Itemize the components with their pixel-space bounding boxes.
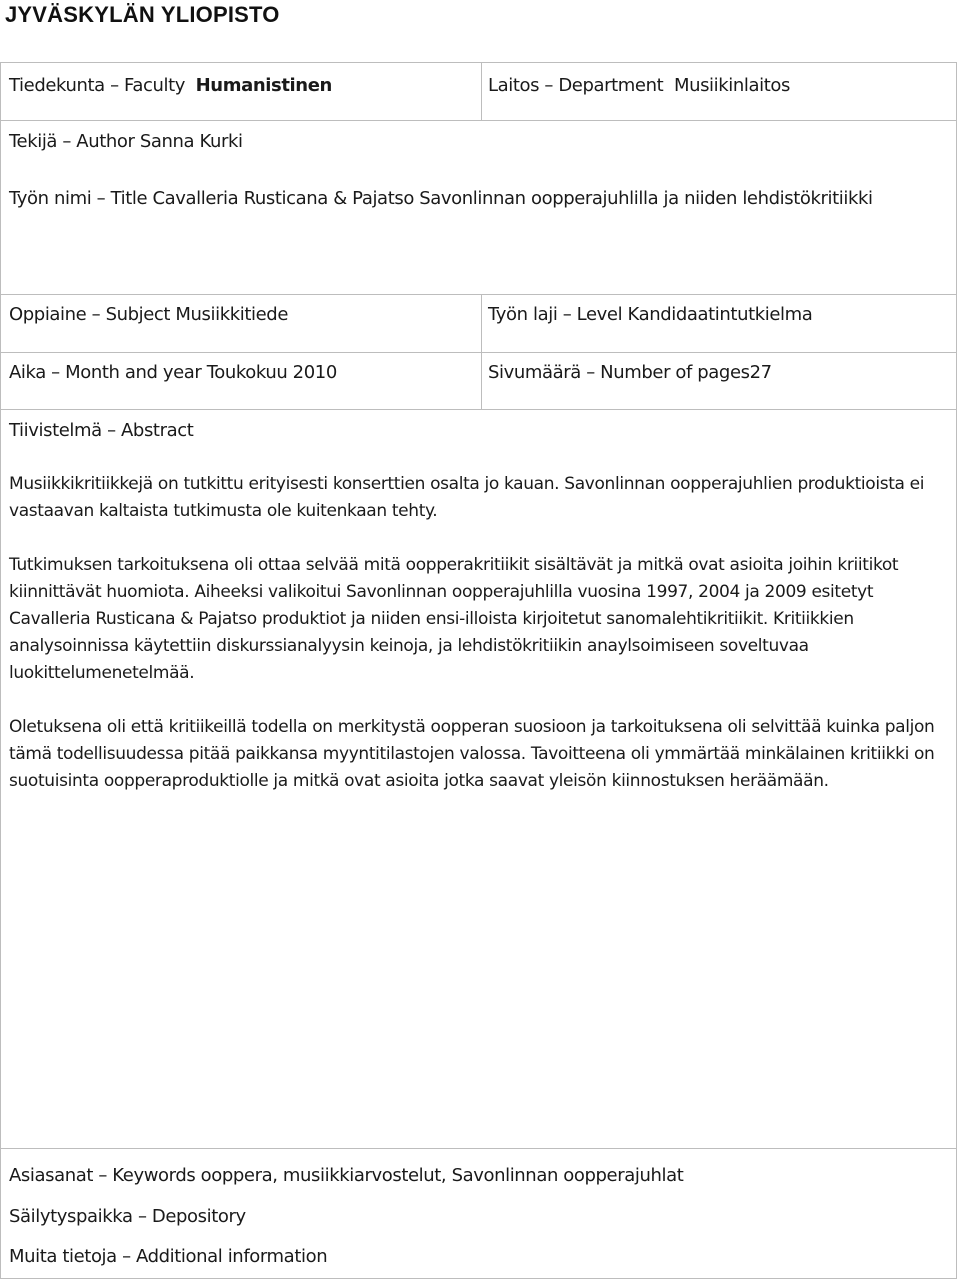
level-label: Työn laji – Level — [488, 304, 623, 325]
department-value: Musiikinlaitos — [673, 75, 790, 96]
keywords-value: ooppera, musiikkiarvostelut, Savonlinnan oopperajuhlat — [200, 1165, 684, 1186]
divider — [0, 120, 957, 121]
date-field — [9, 362, 337, 383]
faculty-label: Tiedekunta – Faculty — [9, 75, 185, 96]
faculty-value: Humanistinen — [195, 75, 332, 96]
title-label: Työn nimi – Title — [9, 188, 148, 209]
additional-info-label: Muita tietoja – Additional information — [9, 1246, 328, 1267]
title-value: Cavalleria Rusticana & Pajatso Savonlinnan oopperajuhlilla ja niiden lehdistökritiikki — [152, 188, 873, 209]
keywords-field — [9, 1165, 683, 1186]
faculty-field — [9, 75, 332, 96]
divider — [0, 409, 957, 410]
level-value: Kandidaatintutkielma — [627, 304, 813, 325]
subject-field — [9, 304, 288, 325]
divider — [481, 294, 482, 409]
divider — [0, 294, 957, 295]
subject-label: Oppiaine – Subject — [9, 304, 171, 325]
divider — [0, 352, 957, 353]
author-label: Tekijä – Author — [9, 131, 135, 152]
abstract-paragraph: Musiikkikritiikkejä on tutkittu erityisesti konserttien osalta jo kauan. Savonlinnan oopperajuhlien produktioista ei vastaavan kaltaista tutkimusta ole kuitenkaan tehty. — [9, 474, 925, 521]
author-value: Sanna Kurki — [139, 131, 243, 152]
pages-label: Sivumäärä – Number of pages — [488, 362, 750, 383]
date-label: Aika – Month and year — [9, 362, 202, 383]
abstract-paragraph: Oletuksena oli että kritiikeillä todella on merkitystä oopperan suosioon ja tarkoituksena oli selvittää kuinka paljon tämä todellisuudessa pitää paikkansa myyntitilastojen valossa. Tavoitteena oli ymmärtää minkälainen kritiikki on suotuisinta oopperaproduktiolle ja mitkä ovat asioita jotka saavat yleisön kiinnostuksen heräämään. — [9, 717, 935, 791]
date-value: Toukokuu 2010 — [206, 362, 337, 383]
keywords-label: Asiasanat – Keywords — [9, 1165, 196, 1186]
subject-value: Musiikkitiede — [175, 304, 289, 325]
depository-label: Säilytyspaikka – Depository — [9, 1206, 246, 1227]
pages-field — [488, 362, 772, 383]
department-label: Laitos – Department — [488, 75, 664, 96]
abstract-label: Tiivistelmä – Abstract — [9, 420, 194, 441]
author-field — [9, 131, 243, 152]
divider — [0, 1148, 957, 1149]
department-field — [488, 75, 790, 96]
divider — [481, 62, 482, 120]
depository-field — [9, 1206, 246, 1227]
title-field — [9, 188, 873, 209]
abstract-body — [9, 471, 954, 822]
level-field — [488, 304, 812, 325]
pages-value: 27 — [749, 362, 772, 383]
additional-info-field — [9, 1246, 327, 1267]
university-name: JYVÄSKYLÄN YLIOPISTO — [5, 2, 280, 27]
abstract-paragraph: Tutkimuksen tarkoituksena oli ottaa selvää mitä oopperakritiikit sisältävät ja mitkä ovat asioita joihin kriitikot kiinnittävät huomiota. Aiheeksi valikoitui Savonlinnan oopperajuhlilla vuosina 1997, 2004 ja 2009 esitetyt Cavalleria Rusticana & Pajatso produktiot ja niiden ensi-illoista kirjoitetut sanomalehtikritiikit. Kritiikkien analysoinnissa käytettiin diskurssianalyysin keinoja, ja lehdistökritiikin anaylsoimiseen soveltuvaa luokittelumenetelmää. — [9, 555, 899, 683]
